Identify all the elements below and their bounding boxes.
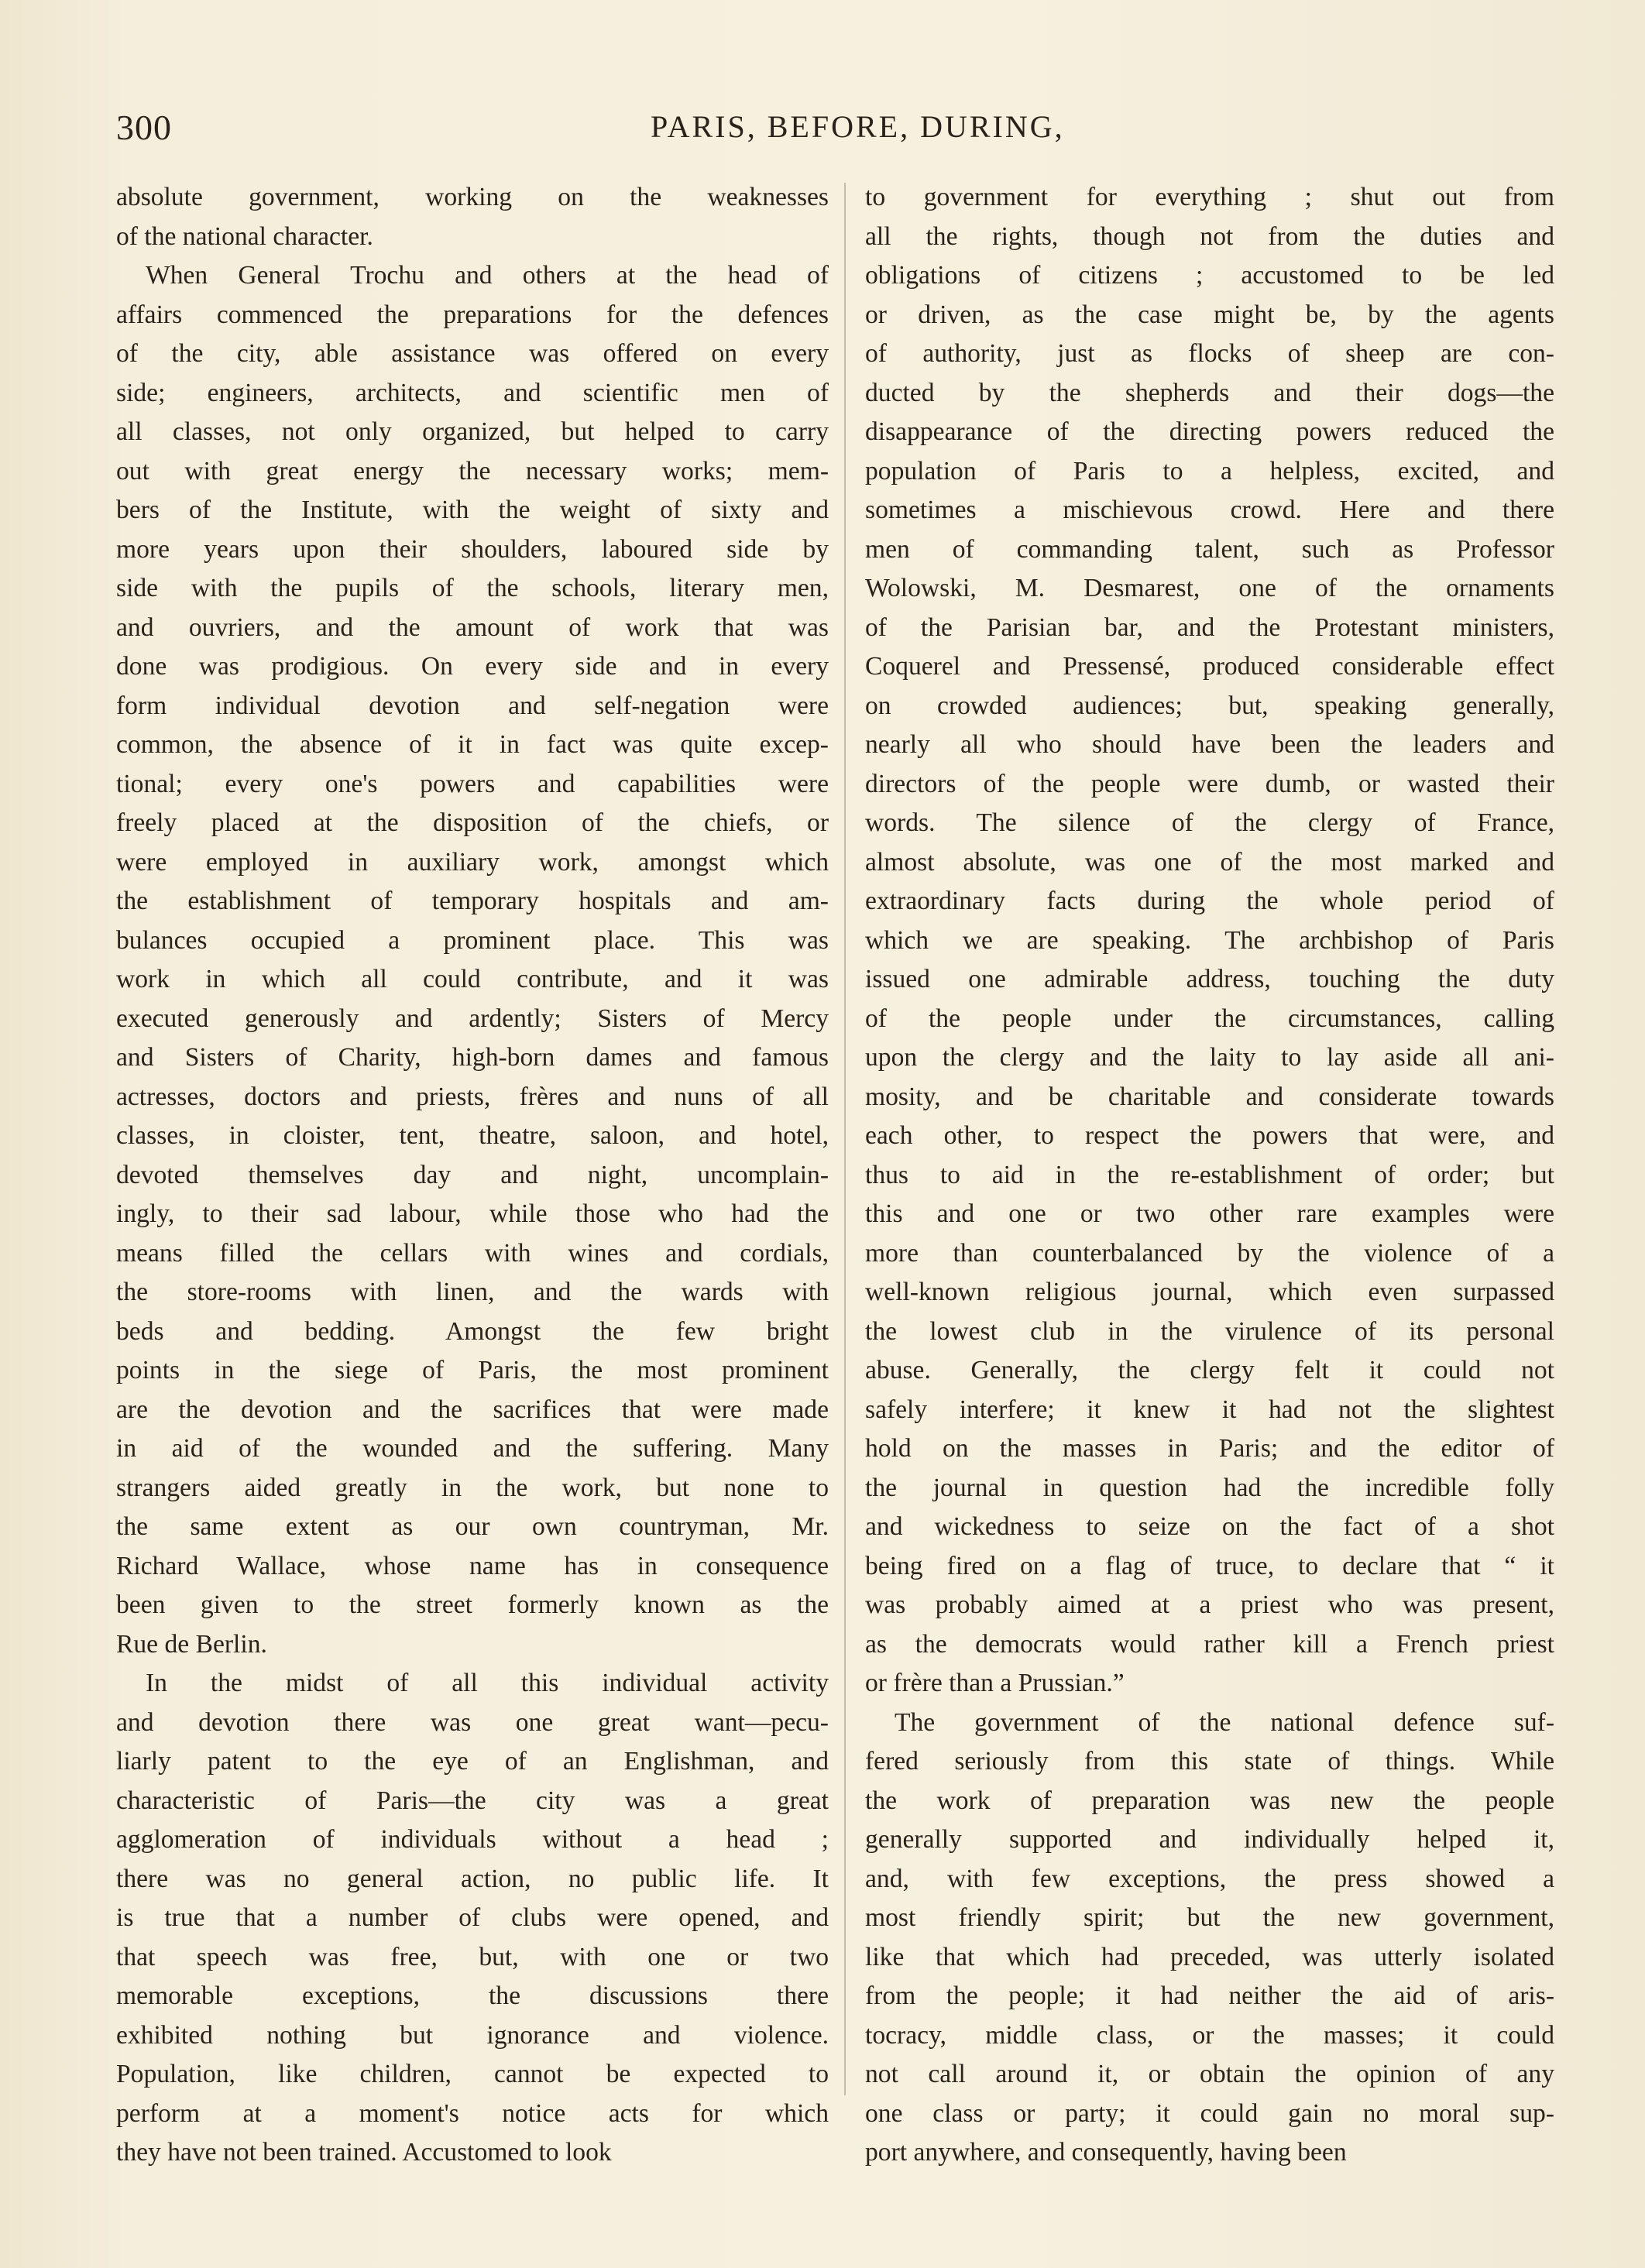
- text-line: mosity, and be charitable and considerate towards: [865, 1082, 1554, 1111]
- text-line: not call around it, or obtain the opinion of any: [865, 2060, 1554, 2088]
- text-line: each other, to respect the powers that were, and: [865, 1121, 1554, 1150]
- text-line: freely placed at the disposition of the chiefs, or: [116, 808, 829, 837]
- text-line: most friendly spirit; but the new government,: [865, 1903, 1554, 1932]
- text-line: ingly, to their sad labour, while those who had the: [116, 1199, 829, 1228]
- text-line: liarly patent to the eye of an Englishman, and: [116, 1747, 829, 1776]
- text-line: generally supported and individually helped it,: [865, 1825, 1554, 1854]
- text-line: strangers aided greatly in the work, but none to: [116, 1473, 829, 1502]
- text-line: this and one or two other rare examples were: [865, 1199, 1554, 1228]
- text-line: points in the siege of Paris, the most prominent: [116, 1356, 829, 1384]
- text-line: beds and bedding. Amongst the few bright: [116, 1316, 829, 1346]
- text-line: disappearance of the directing powers reduced the: [865, 417, 1554, 446]
- text-line: were employed in auxiliary work, amongst which: [116, 847, 829, 877]
- text-line: as the democrats would rather kill a French priest: [865, 1629, 1554, 1659]
- text-line: one class or party; it could gain no moral sup-: [865, 2098, 1554, 2128]
- text-line: of the people under the circumstances, calling: [865, 1004, 1554, 1033]
- text-line: Richard Wallace, whose name has in consequence: [116, 1551, 829, 1580]
- text-line: done was prodigious. On every side and in every: [116, 652, 829, 681]
- text-line: words. The silence of the clergy of France,: [865, 808, 1554, 837]
- text-line: form individual devotion and self-negation were: [116, 691, 829, 720]
- text-line: In the midst of all this individual activity: [146, 1669, 829, 1697]
- text-line: of the Parisian bar, and the Protestant ministers,: [865, 612, 1554, 642]
- text-line: work in which all could contribute, and it was: [116, 965, 829, 993]
- text-line: population of Paris to a helpless, excited, and: [865, 456, 1554, 486]
- running-head: [116, 107, 1557, 153]
- text-line: they have not been trained. Accustomed to look: [116, 2138, 612, 2167]
- text-line: out with great energy the necessary works; mem-: [116, 456, 829, 486]
- text-line: abuse. Generally, the clergy felt it could not: [865, 1356, 1554, 1384]
- text-line: tocracy, middle class, or the masses; it could: [865, 2020, 1554, 2050]
- text-line: characteristic of Paris—the city was a great: [116, 1786, 829, 1815]
- text-line: Population, like children, cannot be expected to: [116, 2060, 829, 2088]
- text-line: issued one admirable address, touching the duty: [865, 965, 1554, 993]
- text-line: or driven, as the case might be, by the agents: [865, 300, 1554, 329]
- text-line: of the city, able assistance was offered on every: [116, 339, 829, 368]
- text-line: the lowest club in the virulence of its personal: [865, 1316, 1554, 1346]
- running-title: PARIS, BEFORE, DURING,: [651, 109, 1065, 144]
- text-line: agglomeration of individuals without a head ;: [116, 1825, 829, 1854]
- text-line: and, with few exceptions, the press showed a: [865, 1864, 1554, 1893]
- text-line: upon the clergy and the laity to lay aside all ani-: [865, 1043, 1554, 1072]
- text-line: the establishment of temporary hospitals and am-: [116, 887, 829, 915]
- text-line: like that which had preceded, was utterly isolated: [865, 1942, 1554, 1971]
- text-line: was probably aimed at a priest who was present,: [865, 1590, 1554, 1619]
- text-line: sometimes a mischievous crowd. Here and there: [865, 496, 1554, 524]
- text-line: are the devotion and the sacrifices that were made: [116, 1395, 829, 1424]
- text-line: When General Trochu and others at the head of: [146, 261, 829, 290]
- text-line: which we are speaking. The archbishop of Paris: [865, 925, 1554, 955]
- text-line: more years upon their shoulders, laboured side by: [116, 534, 829, 564]
- text-line: and Sisters of Charity, high-born dames and famous: [116, 1043, 829, 1072]
- text-line: more than counterbalanced by the violence of a: [865, 1238, 1554, 1268]
- text-line: directors of the people were dumb, or wasted their: [865, 769, 1554, 798]
- text-line: tional; every one's powers and capabilities were: [116, 769, 829, 798]
- text-line: side; engineers, architects, and scientific men of: [116, 378, 829, 407]
- text-line: classes, in cloister, tent, theatre, saloon, and hotel,: [116, 1121, 829, 1150]
- text-line: fered seriously from this state of things. While: [865, 1747, 1554, 1776]
- text-line: bers of the Institute, with the weight of sixty and: [116, 496, 829, 524]
- left-text-column: [116, 178, 829, 2173]
- text-line: nearly all who should have been the leaders and: [865, 730, 1554, 759]
- text-line: obligations of citizens ; accustomed to be led: [865, 261, 1554, 290]
- text-line: perform at a moment's notice acts for which: [116, 2098, 829, 2128]
- text-line: exhibited nothing but ignorance and violence.: [116, 2020, 829, 2050]
- text-line: port anywhere, and consequently, having been: [865, 2138, 1347, 2167]
- text-line: men of commanding talent, such as Professor: [865, 534, 1554, 564]
- text-line: the same extent as our own countryman, Mr.: [116, 1512, 829, 1541]
- text-line: almost absolute, was one of the most marked and: [865, 847, 1554, 877]
- text-line: The government of the national defence suf-: [895, 1707, 1554, 1737]
- text-line: thus to aid in the re-establishment of order; but: [865, 1160, 1554, 1189]
- text-line: being fired on a flag of truce, to declare that “ it: [865, 1551, 1554, 1580]
- column-divider: [844, 183, 846, 2095]
- text-line: well-known religious journal, which even surpassed: [865, 1278, 1554, 1306]
- text-line: absolute government, working on the weaknesses: [116, 183, 829, 211]
- text-line: and wickedness to seize on the fact of a shot: [865, 1512, 1554, 1541]
- text-line: all the rights, though not from the duties and: [865, 221, 1554, 251]
- text-line: on crowded audiences; but, speaking generally,: [865, 691, 1554, 720]
- text-line: there was no general action, no public life. It: [116, 1864, 829, 1893]
- page-number: 300: [116, 108, 172, 147]
- text-line: is true that a number of clubs were opened, and: [116, 1903, 829, 1932]
- text-line: Wolowski, M. Desmarest, one of the ornaments: [865, 574, 1554, 602]
- text-line: memorable exceptions, the discussions there: [116, 1981, 829, 2010]
- text-line: hold on the masses in Paris; and the editor of: [865, 1434, 1554, 1463]
- text-line: means filled the cellars with wines and cordials,: [116, 1238, 829, 1268]
- text-line: affairs commenced the preparations for the defences: [116, 300, 829, 329]
- text-line: devoted themselves day and night, uncomplain-: [116, 1160, 829, 1189]
- text-line: been given to the street formerly known as the: [116, 1590, 829, 1619]
- text-line: side with the pupils of the schools, literary men,: [116, 574, 829, 602]
- text-line: Coquerel and Pressensé, produced considerable effect: [865, 652, 1554, 681]
- text-line: the journal in question had the incredible folly: [865, 1473, 1554, 1502]
- text-line: the store-rooms with linen, and the wards with: [116, 1278, 829, 1306]
- text-line: from the people; it had neither the aid of aris-: [865, 1981, 1554, 2010]
- text-line: of authority, just as flocks of sheep are con-: [865, 339, 1554, 368]
- text-line: the work of preparation was new the people: [865, 1786, 1554, 1815]
- text-line: executed generously and ardently; Sisters of Mercy: [116, 1004, 829, 1033]
- text-line: or frère than a Prussian.”: [865, 1669, 1125, 1697]
- text-line: and ouvriers, and the amount of work that was: [116, 612, 829, 642]
- text-line: safely interfere; it knew it had not the slightest: [865, 1395, 1554, 1424]
- text-line: all classes, not only organized, but helped to carry: [116, 417, 829, 446]
- text-line: that speech was free, but, with one or two: [116, 1942, 829, 1971]
- text-line: in aid of the wounded and the suffering. Many: [116, 1434, 829, 1463]
- text-line: ducted by the shepherds and their dogs—the: [865, 378, 1554, 407]
- text-line: and devotion there was one great want—pecu-: [116, 1707, 829, 1737]
- text-line: to government for everything ; shut out from: [865, 183, 1554, 211]
- text-line: of the national character.: [116, 221, 373, 251]
- text-line: extraordinary facts during the whole period of: [865, 887, 1554, 915]
- text-line: Rue de Berlin.: [116, 1629, 267, 1659]
- text-line: common, the absence of it in fact was quite excep-: [116, 730, 829, 759]
- text-line: actresses, doctors and priests, frères and nuns of all: [116, 1082, 829, 1111]
- text-line: bulances occupied a prominent place. This was: [116, 925, 829, 955]
- right-text-column: [865, 178, 1554, 2173]
